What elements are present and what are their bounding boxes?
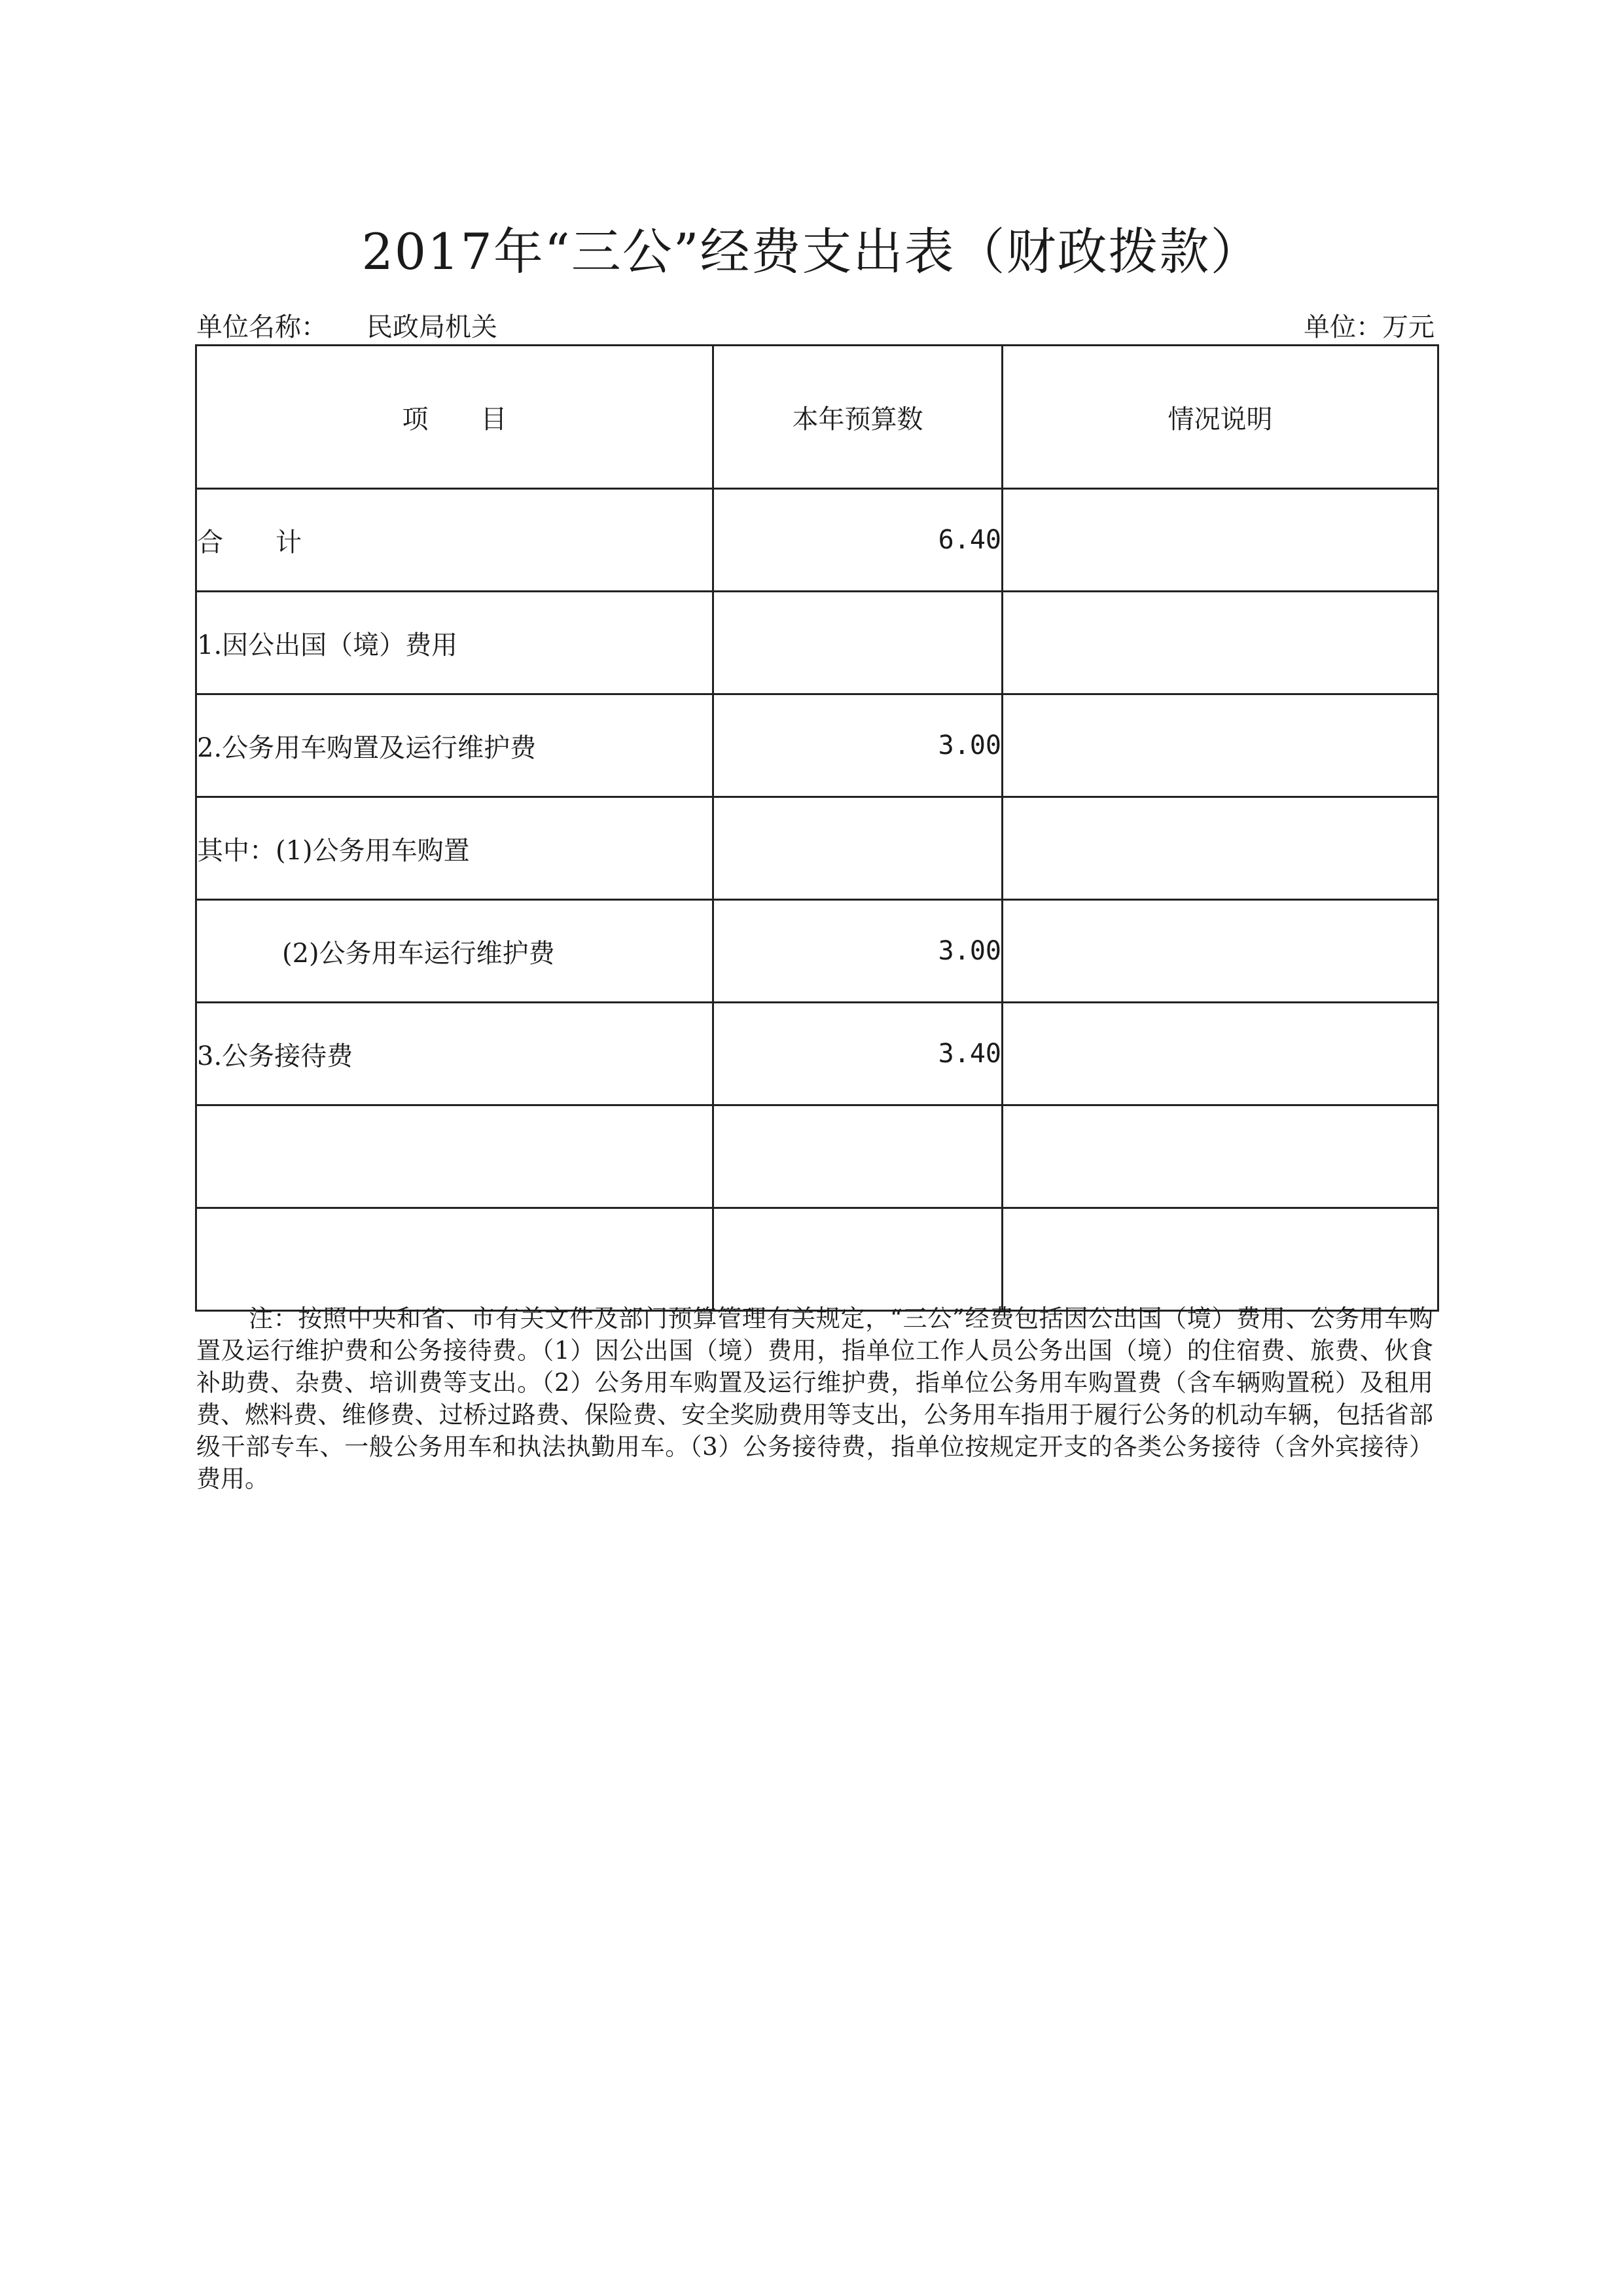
row-description [1003,1208,1438,1311]
table-header-row [196,346,1438,489]
row-budget-value: 3.00 [713,694,1003,797]
row-label: 3.公务接待费 [196,1003,713,1105]
row-budget-value: 3.40 [713,1003,1003,1105]
row-description [1003,592,1438,694]
row-description [1003,1003,1438,1105]
table-row [196,489,1438,592]
row-budget-value: 6.40 [713,489,1003,592]
row-description [1003,797,1438,900]
unit-of-measure: 单位：万元 [1304,312,1435,342]
table-row [196,694,1438,797]
row-label: 2.公务用车购置及运行维护费 [196,694,713,797]
unit-name-label: 单位名称： [196,312,327,342]
row-budget-value [713,592,1003,694]
row-budget-value: 3.00 [713,900,1003,1003]
footnote: 注：按照中央和省、市有关文件及部门预算管理有关规定，“三公”经费包括因公出国（境）费用、公务用车购置及运行维护费和公务接待费。（1）因公出国（境）费用，指单位工作人员公务出国（境）的住宿费、旅费、伙食补助费、杂费、培训费等支出。（2）公务用车购置及运行维护费，指单位公务用车购置费（含车辆购置税）及租用费、燃料费、维修费、过桥过路费、保险费、安全奖励费用等支出，公务用车指用于履行公务的机动车辆，包括省部级干部专车、一般公务用车和执法执勤用车。（3）公务接待费，指单位按规定开支的各类公务接待（含外宾接待）费用。 [196,1304,1433,1493]
row-budget-value [713,797,1003,900]
unit-name-value: 民政局机关 [366,312,497,342]
row-budget-value [713,1208,1003,1311]
page-title: 2017年“三公”经费支出表（财政拨款） [361,223,1262,281]
table-row [196,1208,1438,1311]
row-label: 合 计 [196,489,713,592]
table-row [196,797,1438,900]
row-label: 其中：(1)公务用车购置 [196,797,713,900]
row-description [1003,694,1438,797]
expense-table [195,344,1439,1312]
table-row [196,1003,1438,1105]
row-budget-value [713,1105,1003,1208]
row-label [196,1208,713,1311]
row-description [1003,1105,1438,1208]
unit-name [196,308,497,347]
row-label: 1.因公出国（境）费用 [196,592,713,694]
header-budget: 本年预算数 [713,346,1003,489]
table-row [196,900,1438,1003]
table-row [196,592,1438,694]
unit-info-row [196,308,1435,347]
header-item: 项 目 [196,346,713,489]
row-label: (2)公务用车运行维护费 [196,900,713,1003]
row-description [1003,489,1438,592]
row-label [196,1105,713,1208]
row-description [1003,900,1438,1003]
header-description: 情况说明 [1003,346,1438,489]
table-row [196,1105,1438,1208]
